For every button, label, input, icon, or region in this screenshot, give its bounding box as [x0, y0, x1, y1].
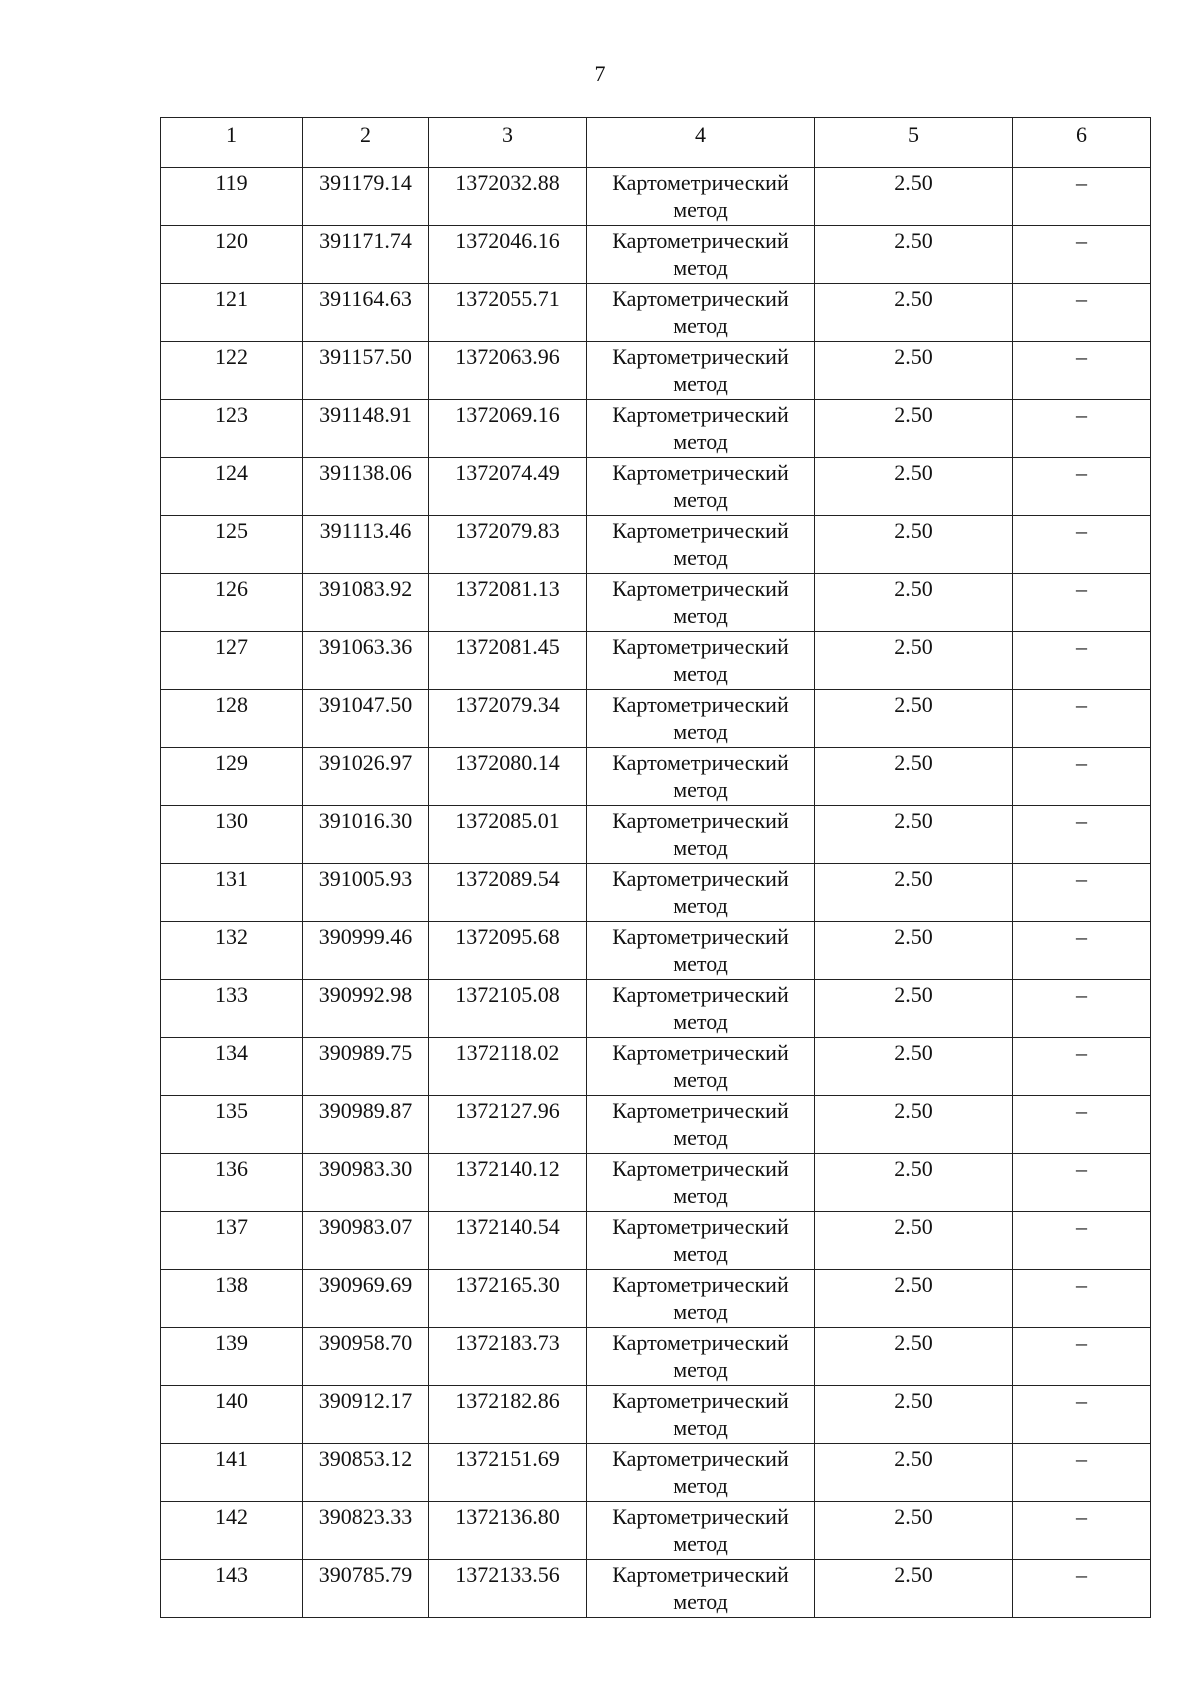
table-row — [161, 226, 1151, 284]
accuracy-cell: 2.50 — [815, 1502, 1013, 1560]
table-row — [161, 690, 1151, 748]
description-cell: – — [1013, 1444, 1151, 1502]
y-coordinate-cell: 1372085.01 — [429, 806, 587, 864]
y-coordinate-cell: 1372081.45 — [429, 632, 587, 690]
table-row — [161, 1444, 1151, 1502]
method-cell: Картометрический метод — [587, 632, 815, 690]
table-row — [161, 1212, 1151, 1270]
description-cell: – — [1013, 458, 1151, 516]
method-cell: Картометрический метод — [587, 1096, 815, 1154]
y-coordinate-cell: 1372055.71 — [429, 284, 587, 342]
description-cell: – — [1013, 1038, 1151, 1096]
description-cell: – — [1013, 1502, 1151, 1560]
point-number-cell: 135 — [161, 1096, 303, 1154]
method-cell: Картометрический метод — [587, 574, 815, 632]
x-coordinate-cell: 391179.14 — [303, 168, 429, 226]
method-cell: Картометрический метод — [587, 1502, 815, 1560]
point-number-cell: 138 — [161, 1270, 303, 1328]
method-cell: Картометрический метод — [587, 168, 815, 226]
point-number-cell: 132 — [161, 922, 303, 980]
y-coordinate-cell: 1372140.12 — [429, 1154, 587, 1212]
accuracy-cell: 2.50 — [815, 1038, 1013, 1096]
header-cell-4: 4 — [587, 118, 815, 168]
description-cell: – — [1013, 342, 1151, 400]
point-number-cell: 128 — [161, 690, 303, 748]
y-coordinate-cell: 1372080.14 — [429, 748, 587, 806]
method-cell: Картометрический метод — [587, 1560, 815, 1618]
accuracy-cell: 2.50 — [815, 1444, 1013, 1502]
table-row — [161, 284, 1151, 342]
point-number-cell: 120 — [161, 226, 303, 284]
point-number-cell: 142 — [161, 1502, 303, 1560]
point-number-cell: 126 — [161, 574, 303, 632]
point-number-cell: 124 — [161, 458, 303, 516]
point-number-cell: 133 — [161, 980, 303, 1038]
accuracy-cell: 2.50 — [815, 574, 1013, 632]
point-number-cell: 137 — [161, 1212, 303, 1270]
x-coordinate-cell: 390969.69 — [303, 1270, 429, 1328]
point-number-cell: 127 — [161, 632, 303, 690]
description-cell: – — [1013, 168, 1151, 226]
y-coordinate-cell: 1372046.16 — [429, 226, 587, 284]
y-coordinate-cell: 1372081.13 — [429, 574, 587, 632]
accuracy-cell: 2.50 — [815, 1096, 1013, 1154]
accuracy-cell: 2.50 — [815, 632, 1013, 690]
method-cell: Картометрический метод — [587, 864, 815, 922]
table-row — [161, 980, 1151, 1038]
table-row — [161, 1328, 1151, 1386]
description-cell: – — [1013, 226, 1151, 284]
table-row — [161, 1560, 1151, 1618]
table-row — [161, 458, 1151, 516]
point-number-cell: 130 — [161, 806, 303, 864]
y-coordinate-cell: 1372118.02 — [429, 1038, 587, 1096]
x-coordinate-cell: 390785.79 — [303, 1560, 429, 1618]
accuracy-cell: 2.50 — [815, 168, 1013, 226]
table-row — [161, 748, 1151, 806]
description-cell: – — [1013, 1270, 1151, 1328]
header-row — [161, 118, 1151, 168]
x-coordinate-cell: 390853.12 — [303, 1444, 429, 1502]
description-cell: – — [1013, 864, 1151, 922]
accuracy-cell: 2.50 — [815, 516, 1013, 574]
method-cell: Картометрический метод — [587, 1038, 815, 1096]
description-cell: – — [1013, 1328, 1151, 1386]
description-cell: – — [1013, 400, 1151, 458]
table-row — [161, 516, 1151, 574]
point-number-cell: 129 — [161, 748, 303, 806]
table-row — [161, 342, 1151, 400]
x-coordinate-cell: 390992.98 — [303, 980, 429, 1038]
table-row — [161, 1386, 1151, 1444]
description-cell: – — [1013, 1560, 1151, 1618]
description-cell: – — [1013, 1212, 1151, 1270]
x-coordinate-cell: 391047.50 — [303, 690, 429, 748]
accuracy-cell: 2.50 — [815, 458, 1013, 516]
accuracy-cell: 2.50 — [815, 922, 1013, 980]
x-coordinate-cell: 391138.06 — [303, 458, 429, 516]
coordinates-table — [160, 117, 1151, 1618]
y-coordinate-cell: 1372140.54 — [429, 1212, 587, 1270]
x-coordinate-cell: 390999.46 — [303, 922, 429, 980]
method-cell: Картометрический метод — [587, 690, 815, 748]
method-cell: Картометрический метод — [587, 342, 815, 400]
table-row — [161, 400, 1151, 458]
y-coordinate-cell: 1372151.69 — [429, 1444, 587, 1502]
description-cell: – — [1013, 748, 1151, 806]
point-number-cell: 121 — [161, 284, 303, 342]
table-row — [161, 1096, 1151, 1154]
table-row — [161, 168, 1151, 226]
point-number-cell: 143 — [161, 1560, 303, 1618]
accuracy-cell: 2.50 — [815, 1386, 1013, 1444]
header-cell-5: 5 — [815, 118, 1013, 168]
method-cell: Картометрический метод — [587, 284, 815, 342]
accuracy-cell: 2.50 — [815, 1560, 1013, 1618]
y-coordinate-cell: 1372183.73 — [429, 1328, 587, 1386]
x-coordinate-cell: 391005.93 — [303, 864, 429, 922]
method-cell: Картометрический метод — [587, 458, 815, 516]
description-cell: – — [1013, 1386, 1151, 1444]
method-cell: Картометрический метод — [587, 516, 815, 574]
y-coordinate-cell: 1372136.80 — [429, 1502, 587, 1560]
method-cell: Картометрический метод — [587, 400, 815, 458]
description-cell: – — [1013, 1096, 1151, 1154]
x-coordinate-cell: 390989.75 — [303, 1038, 429, 1096]
accuracy-cell: 2.50 — [815, 400, 1013, 458]
y-coordinate-cell: 1372165.30 — [429, 1270, 587, 1328]
accuracy-cell: 2.50 — [815, 226, 1013, 284]
x-coordinate-cell: 391171.74 — [303, 226, 429, 284]
x-coordinate-cell: 390958.70 — [303, 1328, 429, 1386]
x-coordinate-cell: 391164.63 — [303, 284, 429, 342]
table-row — [161, 1502, 1151, 1560]
y-coordinate-cell: 1372063.96 — [429, 342, 587, 400]
x-coordinate-cell: 391016.30 — [303, 806, 429, 864]
y-coordinate-cell: 1372032.88 — [429, 168, 587, 226]
accuracy-cell: 2.50 — [815, 284, 1013, 342]
table-row — [161, 1038, 1151, 1096]
description-cell: – — [1013, 922, 1151, 980]
y-coordinate-cell: 1372182.86 — [429, 1386, 587, 1444]
method-cell: Картометрический метод — [587, 922, 815, 980]
description-cell: – — [1013, 1154, 1151, 1212]
x-coordinate-cell: 390983.07 — [303, 1212, 429, 1270]
description-cell: – — [1013, 632, 1151, 690]
accuracy-cell: 2.50 — [815, 748, 1013, 806]
accuracy-cell: 2.50 — [815, 690, 1013, 748]
method-cell: Картометрический метод — [587, 1444, 815, 1502]
method-cell: Картометрический метод — [587, 748, 815, 806]
description-cell: – — [1013, 284, 1151, 342]
point-number-cell: 123 — [161, 400, 303, 458]
accuracy-cell: 2.50 — [815, 980, 1013, 1038]
y-coordinate-cell: 1372127.96 — [429, 1096, 587, 1154]
header-cell-3: 3 — [429, 118, 587, 168]
table-row — [161, 632, 1151, 690]
header-cell-2: 2 — [303, 118, 429, 168]
y-coordinate-cell: 1372095.68 — [429, 922, 587, 980]
method-cell: Картометрический метод — [587, 1154, 815, 1212]
table-row — [161, 1270, 1151, 1328]
x-coordinate-cell: 390912.17 — [303, 1386, 429, 1444]
header-cell-1: 1 — [161, 118, 303, 168]
description-cell: – — [1013, 980, 1151, 1038]
method-cell: Картометрический метод — [587, 1328, 815, 1386]
description-cell: – — [1013, 690, 1151, 748]
x-coordinate-cell: 390823.33 — [303, 1502, 429, 1560]
table-row — [161, 806, 1151, 864]
method-cell: Картометрический метод — [587, 806, 815, 864]
table-body — [161, 168, 1151, 1618]
point-number-cell: 131 — [161, 864, 303, 922]
point-number-cell: 136 — [161, 1154, 303, 1212]
y-coordinate-cell: 1372079.83 — [429, 516, 587, 574]
method-cell: Картометрический метод — [587, 980, 815, 1038]
table-row — [161, 1154, 1151, 1212]
y-coordinate-cell: 1372074.49 — [429, 458, 587, 516]
page-number: 7 — [594, 61, 606, 86]
y-coordinate-cell: 1372069.16 — [429, 400, 587, 458]
y-coordinate-cell: 1372105.08 — [429, 980, 587, 1038]
point-number-cell: 125 — [161, 516, 303, 574]
x-coordinate-cell: 391083.92 — [303, 574, 429, 632]
point-number-cell: 134 — [161, 1038, 303, 1096]
x-coordinate-cell: 390983.30 — [303, 1154, 429, 1212]
point-number-cell: 119 — [161, 168, 303, 226]
y-coordinate-cell: 1372089.54 — [429, 864, 587, 922]
point-number-cell: 122 — [161, 342, 303, 400]
description-cell: – — [1013, 574, 1151, 632]
accuracy-cell: 2.50 — [815, 342, 1013, 400]
description-cell: – — [1013, 806, 1151, 864]
table-row — [161, 864, 1151, 922]
table-row — [161, 922, 1151, 980]
table-header — [161, 118, 1151, 168]
method-cell: Картометрический метод — [587, 1212, 815, 1270]
description-cell: – — [1013, 516, 1151, 574]
y-coordinate-cell: 1372133.56 — [429, 1560, 587, 1618]
x-coordinate-cell: 391157.50 — [303, 342, 429, 400]
method-cell: Картометрический метод — [587, 226, 815, 284]
point-number-cell: 141 — [161, 1444, 303, 1502]
point-number-cell: 140 — [161, 1386, 303, 1444]
method-cell: Картометрический метод — [587, 1386, 815, 1444]
header-cell-6: 6 — [1013, 118, 1151, 168]
accuracy-cell: 2.50 — [815, 1154, 1013, 1212]
y-coordinate-cell: 1372079.34 — [429, 690, 587, 748]
accuracy-cell: 2.50 — [815, 1328, 1013, 1386]
table-row — [161, 574, 1151, 632]
accuracy-cell: 2.50 — [815, 1270, 1013, 1328]
accuracy-cell: 2.50 — [815, 806, 1013, 864]
accuracy-cell: 2.50 — [815, 1212, 1013, 1270]
x-coordinate-cell: 390989.87 — [303, 1096, 429, 1154]
x-coordinate-cell: 391113.46 — [303, 516, 429, 574]
accuracy-cell: 2.50 — [815, 864, 1013, 922]
x-coordinate-cell: 391063.36 — [303, 632, 429, 690]
x-coordinate-cell: 391148.91 — [303, 400, 429, 458]
point-number-cell: 139 — [161, 1328, 303, 1386]
method-cell: Картометрический метод — [587, 1270, 815, 1328]
x-coordinate-cell: 391026.97 — [303, 748, 429, 806]
